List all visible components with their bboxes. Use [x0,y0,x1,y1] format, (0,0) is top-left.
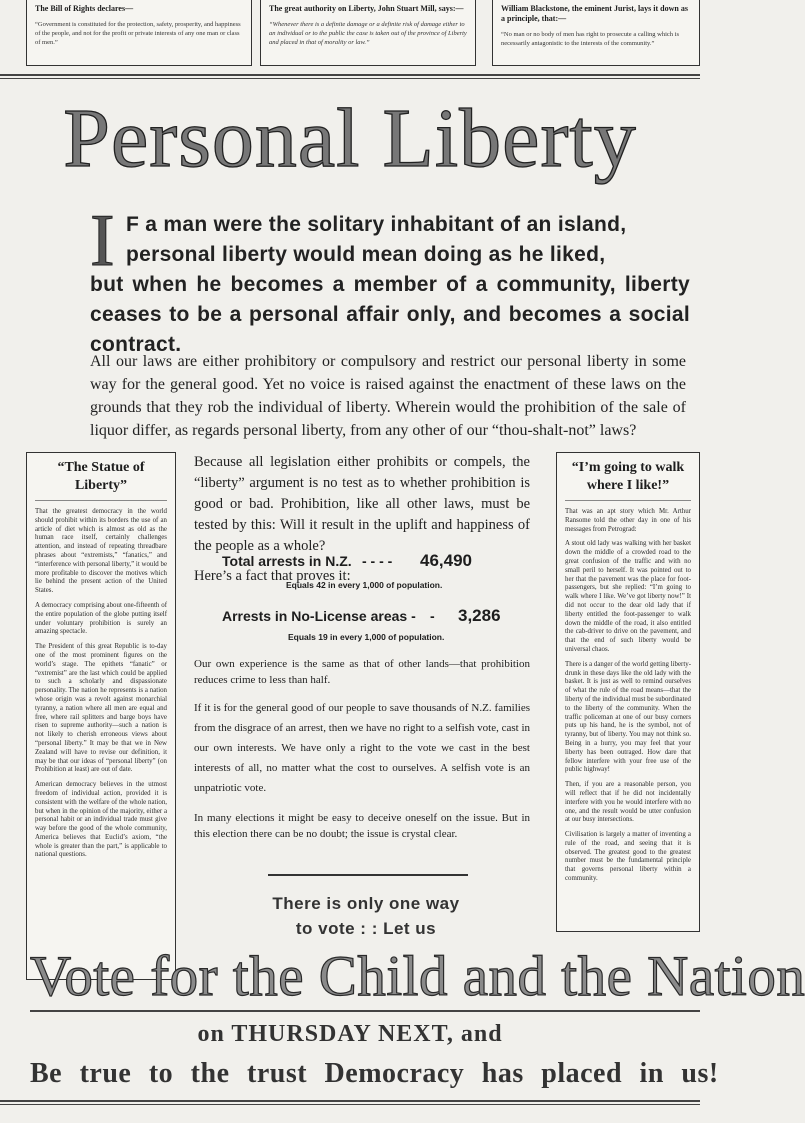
quote-intro: The great authority on Liberty, John Stuart Mill, says:— [269,4,464,13]
box-paragraph: Then, if you are a reasonable person, you will reflect that if he did not incidentally interfere with you he would interfere with no one, and the result would be utter confusion at our busy intersections. [565,781,691,824]
box-paragraph: A democracy comprising about one-fifteenth of the entire population of the globe putting itself under voluntary prohibition is surely an amazing spectacle. [35,601,167,636]
quote-box-mill [260,0,476,66]
center-paragraph-3: Our own experience is the same as that of other lands—that prohibition reduces crime to less than half. [194,658,530,686]
lead-rest: but when he becomes a member of a community, liberty ceases to be a personal affair only, and becomes a social contract. [90,273,690,356]
quote-text: “Government is constituted for the protection, safety, prosperity, and happiness of the people, and not for the profit or private interests of any one man or class of men.” [35,21,241,46]
box-paragraph: The President of this great Republic is to-day one of the most prominent figures on the world’s stage. The epithets “fanatic” or “extremist” are the last which could be applied to such a scholarly and dispassionate personality. The nation he represents is a nation whose origin was a revolt against monarchial tyranny, a nation where all men are equal and free, where rail splitters and barge boys have risen to supreme authority—such a nation is not likely to cherish erroneous views about “personal liberty.” It may be that we in New Zealand will have to revise our definition, it may be that our ideas of “personal liberty” (on Prohibition at least) are out of date. [35,643,167,774]
quote-intro: William Blackstone, the eminent Jurist, lays it down as a principle, that:— [501,4,688,23]
statue-of-liberty-box [26,452,176,980]
page-title: Personal Liberty [63,92,637,185]
closing-line: Be true to the trust Democracy has placed in us! [30,1058,719,1089]
box-paragraph: American democracy believes in the utmost freedom of individual action, provided it is consistent with the welfare of the whole nation, but when in the opinion of the majority, either a personal habit or an individual trade must give way before the good of the whole community, America believes that Euclid’s axiom, “the whole is greater than the part,” is applicable to national questions. [35,781,167,859]
quote-text: “Whenever there is a definite damage or a definite risk of damage either to an individual or to the public the case is taken out of the province of Liberty and placed in that of morality or law.” [269,21,467,46]
quote-text: “No man or no body of men has right to prosecute a calling which is necessarily antagonistic to the interests of the community.” [501,31,679,47]
stat-note-1: Equals 42 in every 1,000 of population. [286,580,443,590]
intro-paragraph: All our laws are either prohibitory or compulsory and restrict our personal liberty in some way for the general good. Yet no voice is raised against the enactment of these laws on the grounds that they rob the individual of liberty. Wherein would the prohibition of the sale of liquor differ, as regards personal liberty, from any other of our “thou-shalt-not” laws? [90,353,686,439]
stat-label: Total arrests in N.Z. [222,553,352,569]
stat-value: 46,490 [420,551,472,570]
stat-label: Arrests in No-License areas - [222,608,416,624]
cta-line-2: to vote : : Let us [295,919,437,938]
walk-where-i-like-box [556,452,700,932]
stat-note-2: Equals 19 in every 1,000 of population. [288,632,445,642]
quote-box-blackstone [492,0,700,66]
box-paragraph: That the greatest democracy in the world should prohibit within its borders the use of an article of diet which is almost as old as the human race itself, certainly challenges attention, and instead of repeating threadbare phrases about “extremists,” “fanatics,” and “interference with personal liberty,” it would be more profitable to discover the motives which lie behind the present action of the United States. [35,508,167,595]
box-paragraph: A stout old lady was walking with her basket down the middle of a crowded road to the great confusion of the traffic and with no small peril to herself. It was pointed out to her that the pavement was the place for foot-passengers, but she replied: “I’m going to walk where I like. We’ve got liberty now!” It did not occur to the dear old lady that if liberty entitled the foot-passenger to walk down the middle of the road, it also entitled the cab-driver to drive on the pavement, and that the end of such liberty would be universal chaos. [565,540,691,653]
quote-intro: The Bill of Rights declares— [35,4,134,13]
stat-value: 3,286 [458,606,501,625]
top-rule-thin [0,78,700,79]
box-paragraph: That was an apt story which Mr. Arthur Ransome told the other day in one of his messages from Petrograd: [565,508,691,533]
top-rule [0,74,700,76]
bottom-rule [0,1100,700,1102]
divider [268,874,468,876]
lead-line-2: personal liberty would mean doing as he liked, [126,243,606,266]
box-paragraph: Civilisation is largely a matter of inventing a rule of the road, and seeing that it is observed. The greatest good to the greatest number must be the fundamental principle that governs personal liberty within a community. [565,831,691,883]
vote-rule [30,1010,700,1012]
center-paragraph-5: In many elections it might be easy to deceive oneself on the issue. But in this election there can be no doubt; the issue is crystal clear. [194,812,530,840]
lead-line-1: F a man were the solitary inhabitant of an island, [126,213,627,236]
lead-paragraph [90,200,690,360]
thursday-line: on THURSDAY NEXT, and [197,1021,503,1047]
bottom-rule-thin [0,1104,700,1105]
center-column-lower [194,656,530,842]
box-paragraph: There is a danger of the world getting liberty-drunk in these days like the old lady with the basket. It is just as well to remind ourselves of what the rule of the road means—that the liberty of the individual must be subordinated to the liberty of the community. When the traffic policeman at one of our busy corners puts up his hand, he is the symbol, not of tyranny, but of liberty. You may not think so. Being in a hurry, you may feel that your liberty has been outraged. How dare that fellow interfere with your free use of the public highway! [565,660,691,774]
center-paragraph-4: If it is for the general good of our people to save thousands of N.Z. families from the disgrace of an arrest, then we have no right to a selfish vote, cast in our own interests. We have only a right to the vote we cast in the best interests of all, no matter what the cost to ourselves. A selfish vote is an unpatriotic vote. [194,702,530,794]
quote-box-bill-of-rights [26,0,252,66]
stat-dots: - [430,608,435,624]
box-heading: “I’m going to walk where I like!” [565,459,691,501]
center-paragraph-2: Here’s a fact that proves it: [194,568,351,584]
cta-line-1: There is only one way [272,894,460,913]
vote-headline: Vote for the Child and the Nation [30,945,805,1008]
stat-dots: - - - - [362,553,393,569]
call-to-action [266,891,466,941]
box-heading: “The Statue of Liberty” [35,459,167,501]
stat-total-arrests [222,553,482,569]
drop-cap: I [90,200,115,282]
stat-no-license-arrests [222,606,501,625]
center-paragraph-1: Because all legislation either prohibits or compels, the “liberty” argument is no test as to whether prohibition is good or bad. Prohibition, like all other laws, must be tested by this: Will it result in the uplift and happiness of the people as a whole? [194,454,530,554]
